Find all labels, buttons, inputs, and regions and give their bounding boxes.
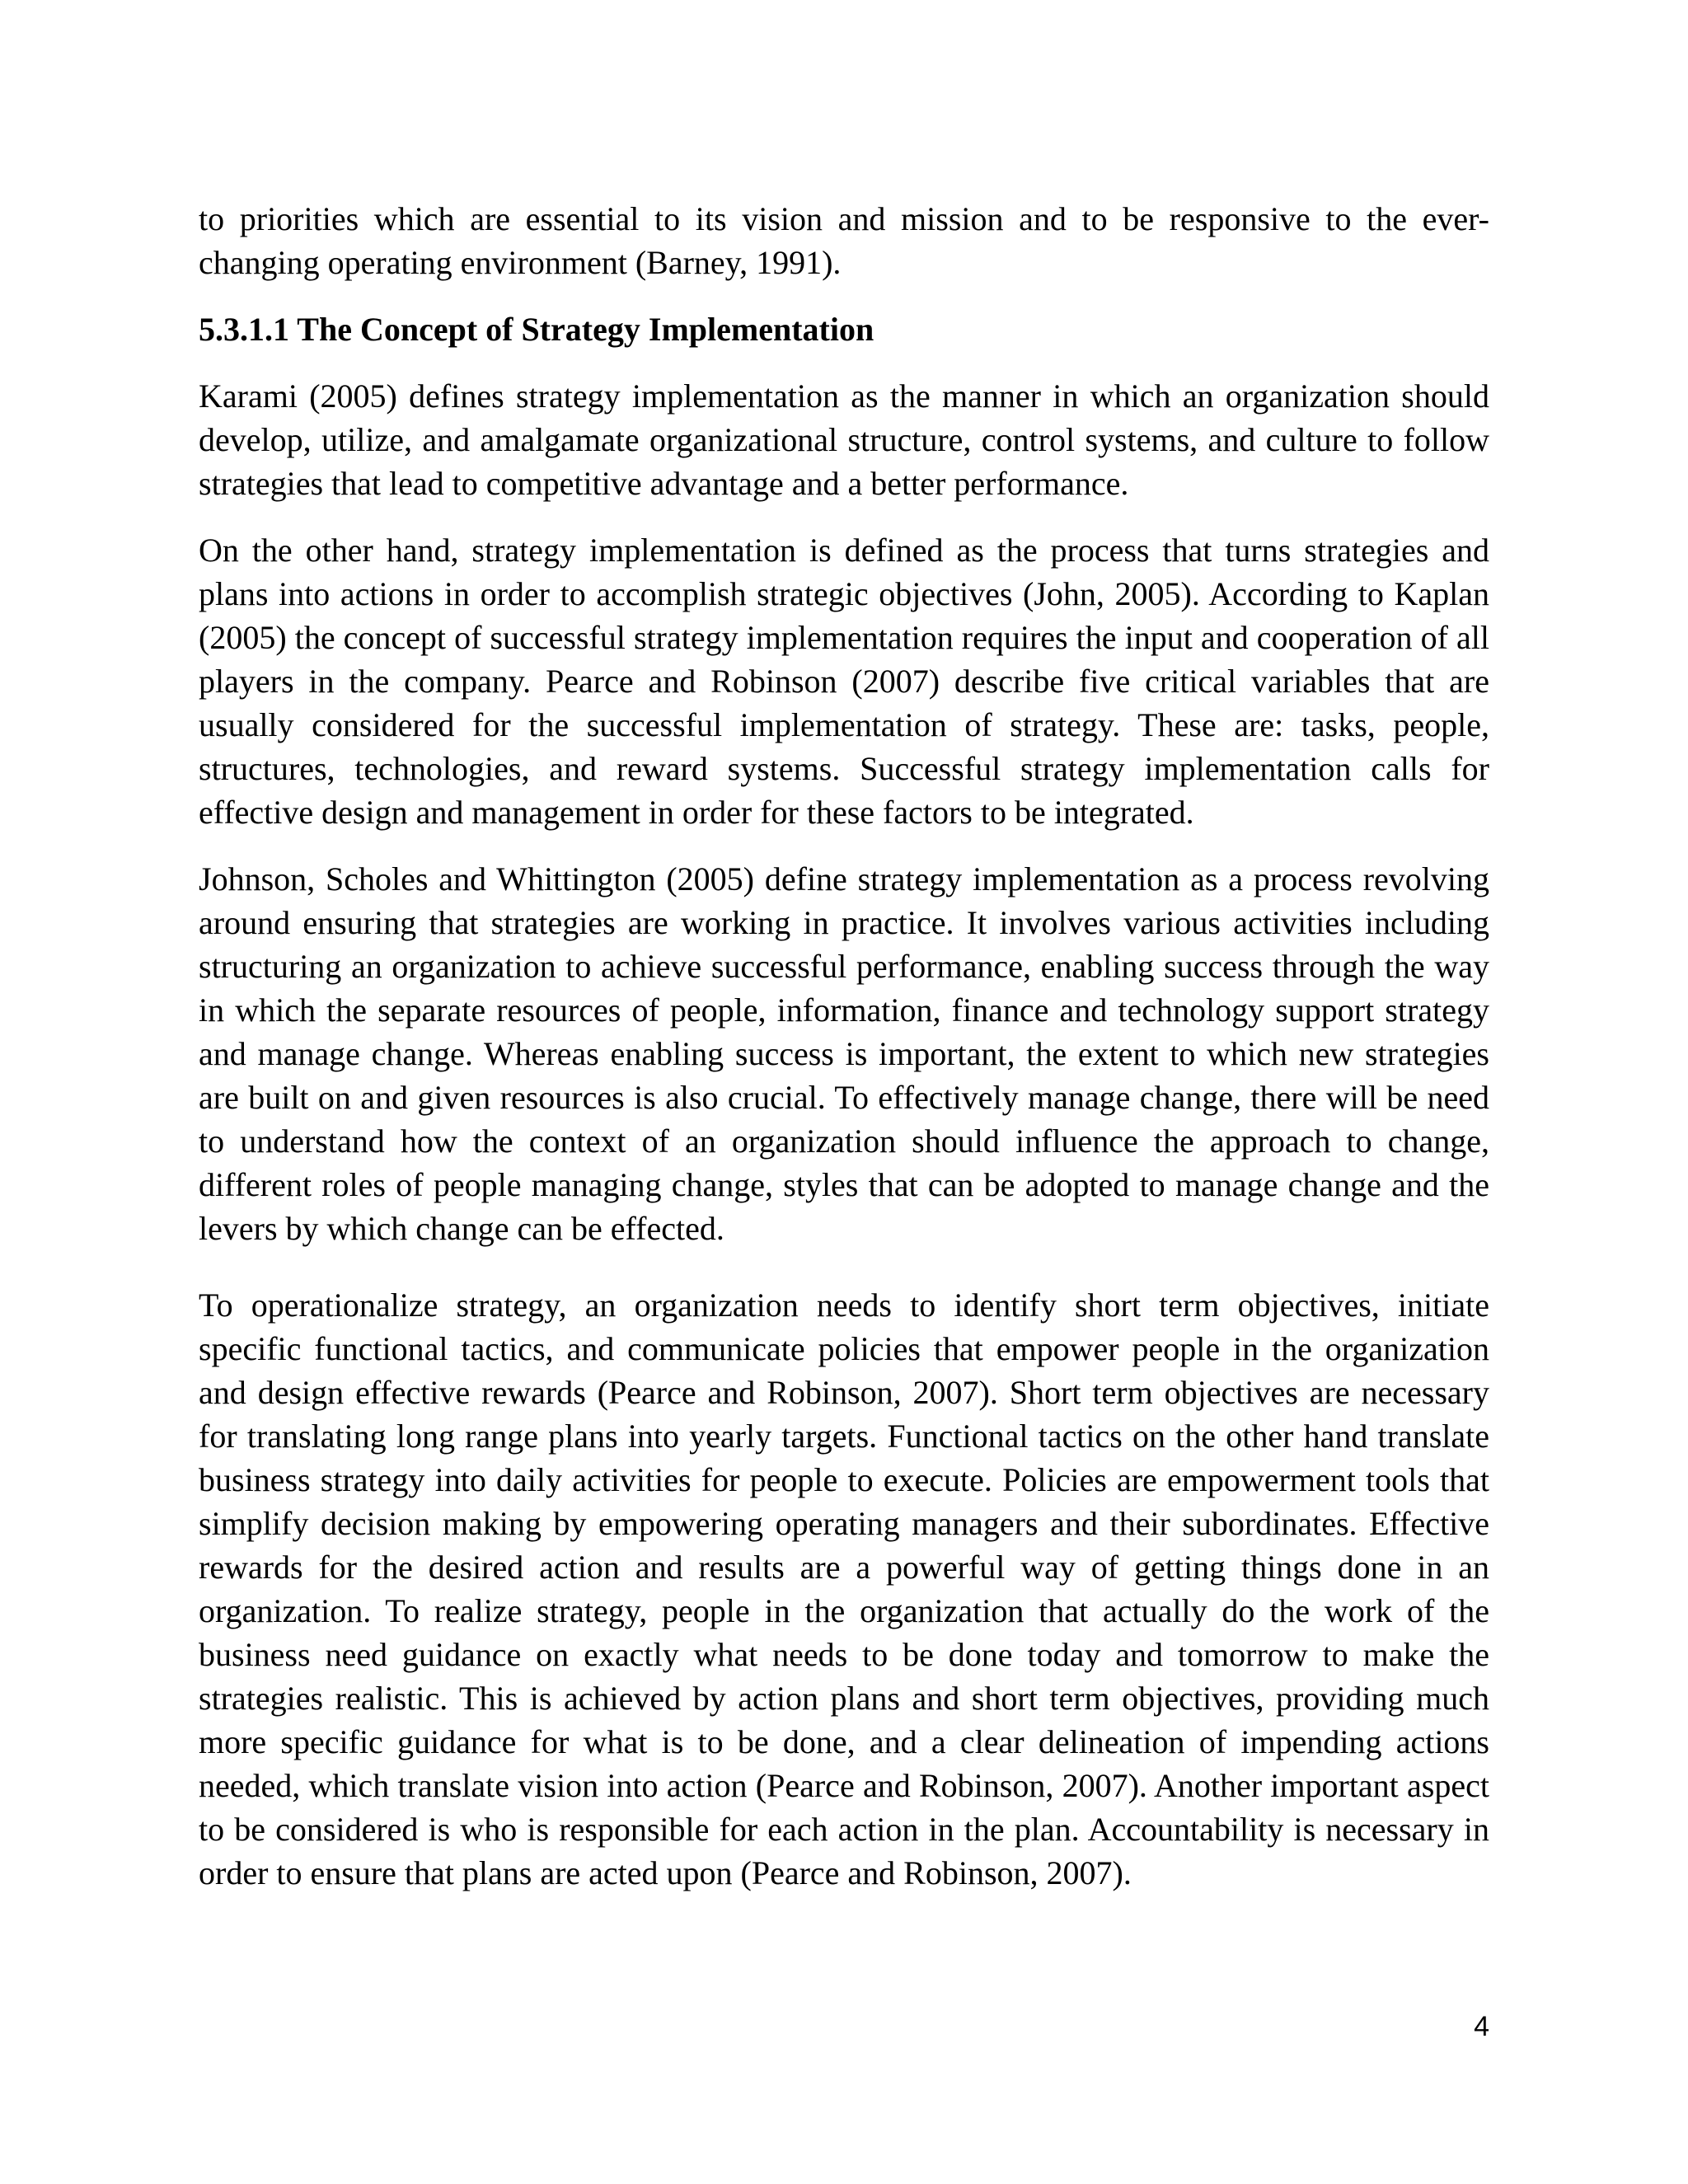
page-number: 4 bbox=[1474, 2011, 1489, 2042]
paragraph: On the other hand, strategy implementation is defined as the process that turns strategies and plans into actions in order to accomplish strategic objectives (John, 2005). According to Kaplan (2005) the concept of successful strategy implementation requires the input and cooperation of all players in the company. Pearce and Robinson (2007) describe five critical variables that are usually considered for the successful implementation of strategy. These are: tasks, people, structures, technologies, and reward systems. Successful strategy implementation calls for effective design and management in order for these factors to be integrated. bbox=[199, 532, 1489, 831]
document-body bbox=[199, 197, 1489, 1918]
paragraph: Johnson, Scholes and Whittington (2005) define strategy implementation as a process revolving around ensuring that strategies are working in practice. It involves various activities including structuring an organization to achieve successful performance, enabling success through the way in which the separate resources of people, information, finance and technology support strategy and manage change. Whereas enabling success is important, the extent to which new strategies are built on and given resources is also crucial. To effectively manage change, there will be need to understand how the context of an organization should influence the approach to change, different roles of people managing change, styles that can be adopted to manage change and the levers by which change can be effected. bbox=[199, 860, 1489, 1247]
paragraph-continued: to priorities which are essential to its vision and mission and to be responsive to the ever-changing operating environment (Barney, 1991). bbox=[199, 200, 1489, 281]
section-heading: 5.3.1.1 The Concept of Strategy Implementation bbox=[199, 311, 874, 348]
paragraph: To operationalize strategy, an organization needs to identify short term objectives, initiate specific functional tactics, and communicate policies that empower people in the organization and design effective rewards (Pearce and Robinson, 2007). Short term objectives are necessary for translating long range plans into yearly targets. Functional tactics on the other hand translate business strategy into daily activities for people to execute. Policies are empowerment tools that simplify decision making by empowering operating managers and their subordinates. Effective rewards for the desired action and results are a powerful way of getting things done in an organization. To realize strategy, people in the organization that actually do the work of the business need guidance on exactly what needs to be done today and tomorrow to make the strategies realistic. This is achieved by action plans and short term objectives, providing much more specific guidance for what is to be done, and a clear delineation of impending actions needed, which translate vision into action (Pearce and Robinson, 2007). Another important aspect to be considered is who is responsible for each action in the plan. Accountability is necessary in order to ensure that plans are acted upon (Pearce and Robinson, 2007). bbox=[199, 1286, 1489, 1891]
paragraph: Karami (2005) defines strategy implementation as the manner in which an organization should develop, utilize, and amalgamate organizational structure, control systems, and culture to follow strategies that lead to competitive advantage and a better performance. bbox=[199, 377, 1489, 502]
